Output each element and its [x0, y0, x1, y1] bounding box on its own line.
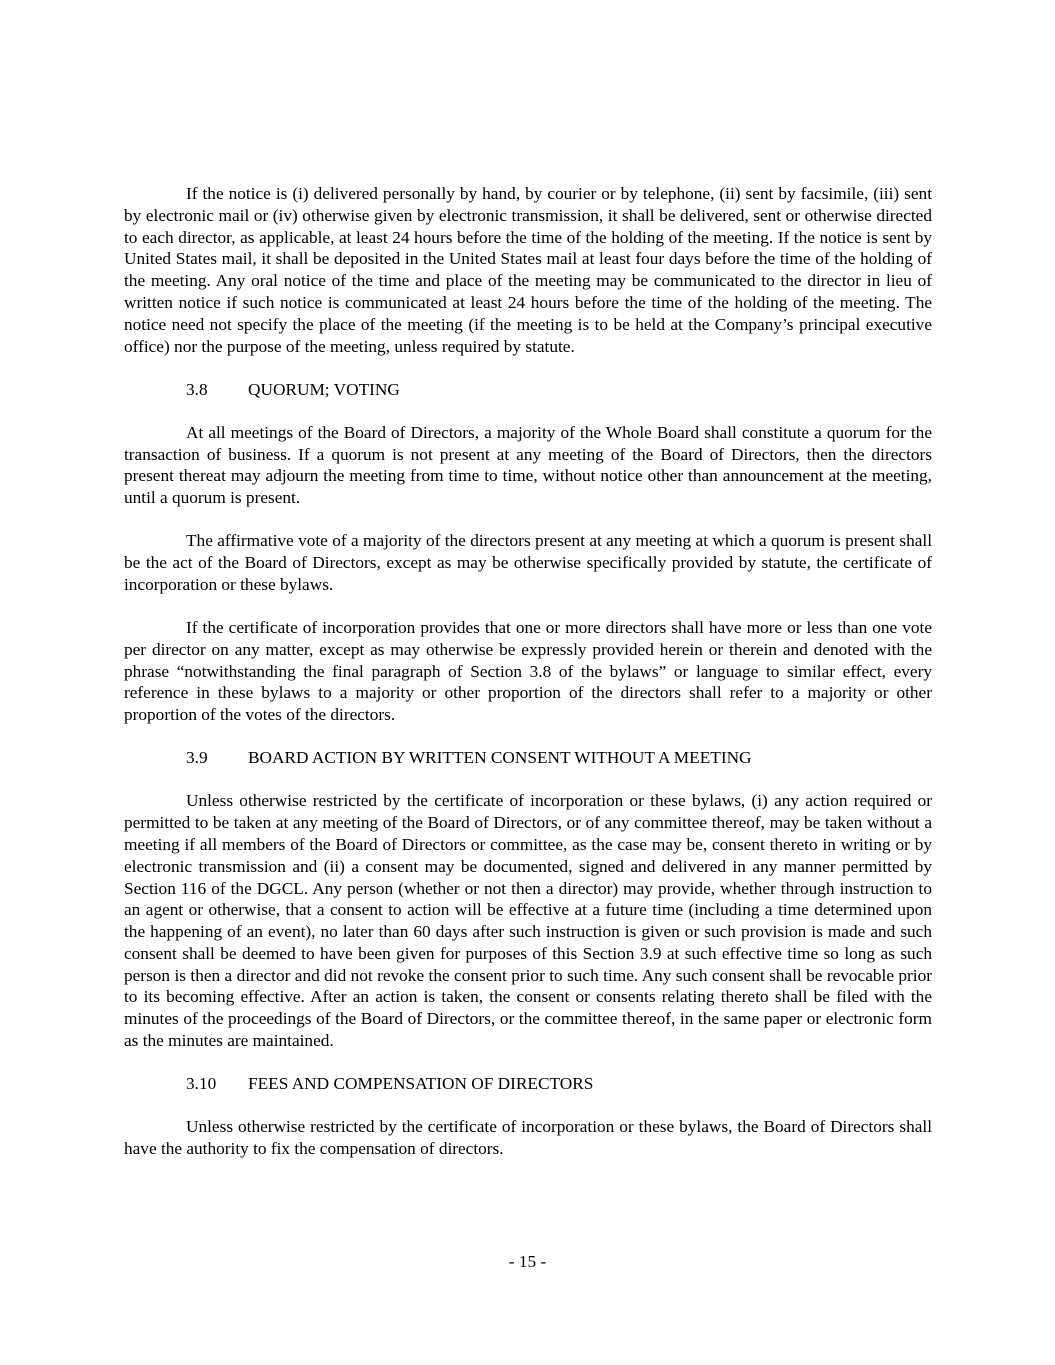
section-number: 3.8 [186, 379, 208, 399]
section-title: BOARD ACTION BY WRITTEN CONSENT WITHOUT A MEETING [248, 748, 752, 768]
section-heading-3-10 [124, 1073, 932, 1095]
section-heading-3-8 [124, 379, 932, 401]
section-number: 3.10 [186, 1074, 217, 1094]
page-number: - 15 - [508, 1252, 547, 1271]
document-body [124, 183, 932, 1181]
section-title: FEES AND COMPENSATION OF DIRECTORS [248, 1074, 594, 1094]
section-heading-3-9 [124, 747, 932, 769]
paragraph-quorum: At all meetings of the Board of Directors, a majority of the Whole Board shall constitute a quorum for the transaction of business. If a quorum is not present at any meeting of the Board of Directors, then the directors present thereat may adjourn the meeting from time to time, without notice other than announcement at the meeting, until a quorum is present. [124, 422, 932, 508]
paragraph-affirmative-vote: The affirmative vote of a majority of the directors present at any meeting at which a quorum is present shall be the act of the Board of Directors, except as may be otherwise specifically provided by statute, the certificate of incorporation or these bylaws. [124, 531, 932, 594]
paragraph-compensation: Unless otherwise restricted by the certificate of incorporation or these bylaws, the Board of Directors shall have the authority to fix the compensation of directors. [124, 1117, 932, 1159]
paragraph-written-consent: Unless otherwise restricted by the certificate of incorporation or these bylaws, (i) any action required or permitted to be taken at any meeting of the Board of Directors, or of any committee thereof, may be taken without a meeting if all members of the Board of Directors or committee, as the case may be, consent thereto in writing or by electronic transmission and (ii) a consent may be documented, signed and delivered in any manner permitted by Section 116 of the DGCL. Any person (whether or not then a director) may provide, whether through instruction to an agent or otherwise, that a consent to action will be effective at a future time (including a time determined upon the happening of an event), no later than 60 days after such instruction is given or such provision is made and such consent shall be deemed to have been given for purposes of this Section 3.9 at such effective time so long as such person is then a director and did not revoke the consent prior to such time. Any such consent shall be revocable prior to its becoming effective. After an action is taken, the consent or consents relating thereto shall be filed with the minutes of the proceedings of the Board of Directors, or the committee thereof, in the same paper or electronic form as the minutes are maintained. [124, 791, 932, 1051]
paragraph-vote-per-director: If the certificate of incorporation provides that one or more directors shall have more or less than one vote per director on any matter, except as may otherwise be expressly provided herein or therein and denoted with the phrase “notwithstanding the final paragraph of Section 3.8 of the bylaws” or language to similar effect, every reference in these bylaws to a majority or other proportion of the directors shall refer to a majority or other proportion of the votes of the directors. [124, 617, 932, 725]
section-number: 3.9 [186, 748, 208, 768]
paragraph-notice-delivery: If the notice is (i) delivered personally by hand, by courier or by telephone, (ii) sent by facsimile, (iii) sent by electronic mail or (iv) otherwise given by electronic transmission, it shall be delivered, sent or otherwise directed to each director, as applicable, at least 24 hours before the time of the holding of the meeting. If the notice is sent by United States mail, it shall be deposited in the United States mail at least four days before the time of the holding of the meeting. Any oral notice of the time and place of the meeting may be communicated to the director in lieu of written notice if such notice is communicated at least 24 hours before the time of the holding of the meeting. The notice need not specify the place of the meeting (if the meeting is to be held at the Company’s principal executive office) nor the purpose of the meeting, unless required by statute. [124, 184, 932, 356]
section-title: QUORUM; VOTING [248, 379, 400, 399]
